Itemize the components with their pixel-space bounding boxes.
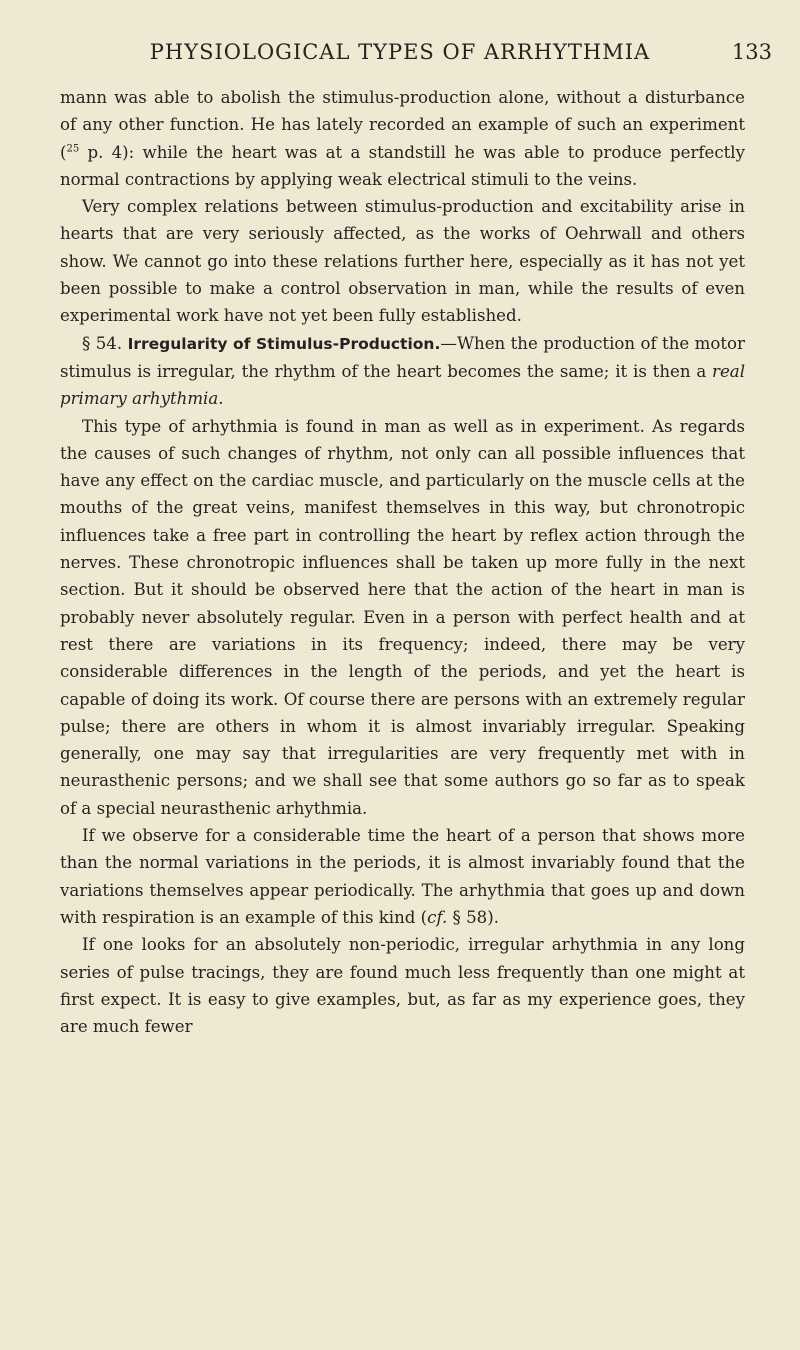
paragraph-5-text: If we observe for a considerable time the heart of a person that shows more than the normal variations in the periods, it is almost invariably found that the variations themselves appear periodically. The arhythmia that goes up and down with respiration is an example of this kind ( — [60, 826, 745, 927]
page-number: 133 — [731, 40, 772, 64]
reference-number: 25 — [66, 143, 80, 155]
paragraph-5 — [60, 822, 745, 931]
body-text — [60, 84, 745, 1040]
paragraph-1-text: mann was able to abolish the stimulus-production alone, without a disturbance of any other function. He has lately recorded an example of such an experiment ( — [60, 88, 745, 162]
section-heading: Irregularity of Stimulus-Production. — [127, 334, 441, 353]
paragraph-3 — [60, 330, 745, 413]
running-title: PHYSIOLOGICAL TYPES OF ARRHYTHMIA — [149, 40, 651, 64]
section-number: § 54. — [82, 333, 123, 353]
paragraph-5-ref: § 58). — [447, 907, 499, 927]
paragraph-1 — [60, 84, 745, 193]
paragraph-4: This type of arhythmia is found in man as well as in experiment. As regards the causes of such changes of rhythm, not only can all possible influences that have any effect on the cardiac muscle, and particularly on the muscle cells at the mouths of the great veins, manifest themselves in this way, but chronotropic influences take a free part in controlling the heart by reflex action through the nerves. These chronotropic influences shall be taken up more fully in the next section. But it should be observed here that the action of the heart in man is probably never absolutely regular. Even in a person with perfect health and at rest there are variations in its frequency; indeed, there may be very considerable differences in the length of the periods, and yet the heart is capable of doing its work. Of course there are persons with an extremely regular pulse; there are others in whom it is almost invariably irregular. Speaking generally, one may say that irregularities are very frequently met with in neurasthenic persons; and we shall see that some authors go so far as to speak of a special neurasthenic arhythmia. — [60, 416, 745, 818]
paragraph-1-text-cont: p. 4): while the heart was at a standstill he was able to produce perfectly normal contractions by applying weak electrical stimuli to the veins. — [60, 142, 745, 189]
italic-term: real primary arhythmia. — [60, 361, 745, 409]
running-header — [0, 40, 800, 70]
paragraph-2: Very complex relations between stimulus-production and excitability arise in hearts that are very seriously affected, as the works of Oehrwall and others show. We cannot go into these relations further here, especially as it has not yet been possible to make a control observation in man, while the results of even experimental work have not yet been fully established. — [60, 197, 745, 326]
paragraph-3-text: —When the production of the motor stimulus is irregular, the rhythm of the heart becomes the same; it is then a — [60, 333, 745, 381]
cf-abbreviation: cf. — [427, 907, 448, 927]
paragraph-6: If one looks for an absolutely non-periodic, irregular arhythmia in any long series of pulse tracings, they are found much less frequently than one might at first expect. It is easy to give examples, but, as far as my experience goes, they are much fewer — [60, 935, 745, 1037]
